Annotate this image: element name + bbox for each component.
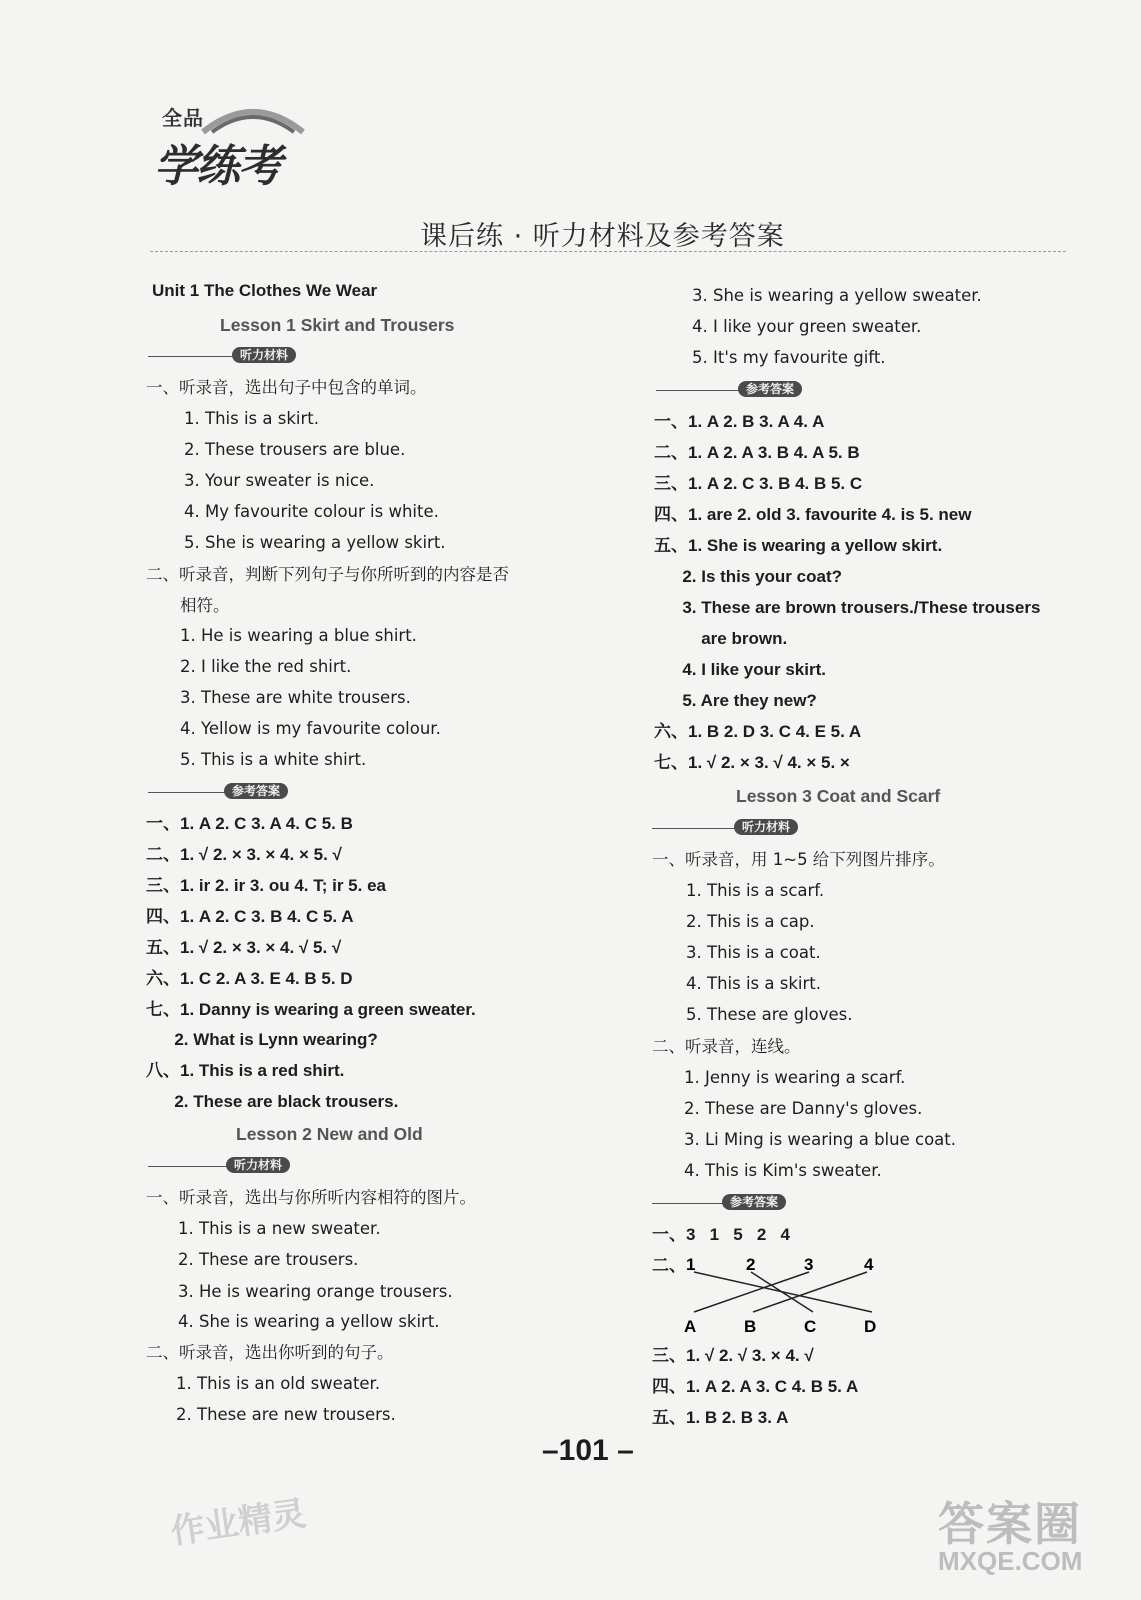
answer-line: 六、1. C 2. A 3. E 4. B 5. D xyxy=(146,969,353,988)
answer-line: 3. These are brown trousers./These trousers xyxy=(654,598,1041,617)
list-item: 4. She is wearing a yellow skirt. xyxy=(178,1312,440,1331)
unit-title: Unit 1 The Clothes We Wear xyxy=(152,281,378,300)
answer-line: 五、1. She is wearing a yellow skirt. xyxy=(654,536,943,555)
match-line xyxy=(694,1272,809,1312)
list-item: 5. It's my favourite gift. xyxy=(692,348,886,367)
list-item: 1. This is a new sweater. xyxy=(178,1219,381,1238)
match-line xyxy=(751,1272,813,1312)
answers-label: 参考答案 xyxy=(148,783,318,801)
matching-diagram xyxy=(676,1252,896,1340)
logo-top-text: 全品 xyxy=(162,106,204,130)
page-number: –101 – xyxy=(542,1434,634,1467)
answer-line: 七、1. √ 2. × 3. √ 4. × 5. × xyxy=(654,753,850,772)
match-bottom-a: A xyxy=(684,1317,697,1336)
list-item: 2. These are Danny's gloves. xyxy=(684,1099,923,1118)
list-item: 5. These are gloves. xyxy=(686,1005,853,1024)
list-item: 2. These are trousers. xyxy=(178,1250,359,1269)
answer-line: 二、1. A 2. A 3. B 4. A 5. B xyxy=(654,443,860,462)
answer-line: 一、1. A 2. C 3. A 4. C 5. B xyxy=(146,814,353,833)
list-item: 4. This is a skirt. xyxy=(686,974,821,993)
answer-line: 七、1. Danny is wearing a green sweater. xyxy=(146,1000,476,1019)
l1-question-1: 一、听录音，选出句子中包含的单词。 xyxy=(146,378,427,397)
lesson-1-title: Lesson 1 Skirt and Trousers xyxy=(220,315,455,335)
list-item: 2. These trousers are blue. xyxy=(184,440,406,459)
answer-line: 五、1. √ 2. × 3. × 4. √ 5. √ xyxy=(146,938,342,957)
answer-line: 六、1. B 2. D 3. C 4. E 5. A xyxy=(654,722,862,741)
answer-line: 四、1. A 2. A 3. C 4. B 5. A xyxy=(652,1377,859,1396)
answer-line: are brown. xyxy=(654,629,788,648)
list-item: 4. This is Kim's sweater. xyxy=(684,1161,882,1180)
list-item: 1. Jenny is wearing a scarf. xyxy=(684,1068,906,1087)
listening-label: 听力材料 xyxy=(148,1157,318,1175)
list-item: 3. This is a coat. xyxy=(686,943,821,962)
answer-prefix: 二、 xyxy=(652,1256,686,1275)
match-bottom-d: D xyxy=(864,1317,877,1336)
match-line xyxy=(753,1272,867,1312)
list-item: 3. Your sweater is nice. xyxy=(184,471,375,490)
answer-line: 一、1. A 2. B 3. A 4. A xyxy=(654,412,825,431)
logo-main-text: 学练考 xyxy=(154,141,280,192)
brand-logo xyxy=(150,96,310,192)
answer-line: 2. What is Lynn wearing? xyxy=(146,1030,378,1049)
list-item: 1. This is an old sweater. xyxy=(176,1374,381,1393)
l3-question-2: 二、听录音，连线。 xyxy=(652,1037,801,1056)
list-item: 2. I like the red shirt. xyxy=(180,657,352,676)
list-item: 1. This is a skirt. xyxy=(184,409,319,428)
answers-label: 参考答案 xyxy=(652,1194,822,1212)
l3-question-1: 一、听录音，用 1~5 给下列图片排序。 xyxy=(652,850,945,869)
match-top-4: 4 xyxy=(864,1255,874,1274)
answer-line: 2. These are black trousers. xyxy=(146,1092,399,1111)
l1-question-2: 二、听录音，判断下列句子与你所听到的内容是否 xyxy=(146,565,509,584)
answer-line: 三、1. A 2. C 3. B 4. B 5. C xyxy=(654,474,863,493)
l1-question-2-cont: 相符。 xyxy=(180,596,230,615)
watermark-left: 作业精灵 xyxy=(168,1493,309,1553)
list-item: 3. Li Ming is wearing a blue coat. xyxy=(684,1130,956,1149)
answers-label: 参考答案 xyxy=(656,381,826,399)
match-top-1: 1 xyxy=(686,1255,696,1274)
answer-line: 2. Is this your coat? xyxy=(654,567,842,586)
title-divider xyxy=(150,251,1066,252)
list-item: 2. This is a cap. xyxy=(686,912,815,931)
list-item: 5. This is a white shirt. xyxy=(180,750,367,769)
lesson-2-title: Lesson 2 New and Old xyxy=(236,1124,423,1144)
list-item: 3. He is wearing orange trousers. xyxy=(178,1282,453,1301)
list-item: 4. My favourite colour is white. xyxy=(184,502,439,521)
answer-line: 四、1. are 2. old 3. favourite 4. is 5. new xyxy=(654,505,972,524)
l2-question-1: 一、听录音，选出与你所听内容相符的图片。 xyxy=(146,1188,476,1207)
list-item: 1. This is a scarf. xyxy=(686,881,825,900)
l2-question-2: 二、听录音，选出你听到的句子。 xyxy=(146,1343,394,1362)
list-item: 3. She is wearing a yellow sweater. xyxy=(692,286,982,305)
list-item: 1. He is wearing a blue shirt. xyxy=(180,626,417,645)
match-bottom-b: B xyxy=(744,1317,757,1336)
list-item: 3. These are white trousers. xyxy=(180,688,411,707)
match-top-2: 2 xyxy=(746,1255,756,1274)
lesson-3-title: Lesson 3 Coat and Scarf xyxy=(736,786,941,806)
watermark-brand: 答案圈 MXQE.COM xyxy=(938,1497,1083,1576)
match-top-3: 3 xyxy=(804,1255,814,1274)
listening-label: 听力材料 xyxy=(148,347,318,365)
answer-line: 4. I like your skirt. xyxy=(654,660,826,679)
answer-line: 三、1. ir 2. ir 3. ou 4. T; ir 5. ea xyxy=(146,876,386,895)
answer-line: 三、1. √ 2. √ 3. × 4. √ xyxy=(652,1346,814,1365)
list-item: 2. These are new trousers. xyxy=(176,1405,396,1424)
list-item: 4. I like your green sweater. xyxy=(692,317,922,336)
list-item: 5. She is wearing a yellow skirt. xyxy=(184,533,446,552)
answer-line: 二、1. √ 2. × 3. × 4. × 5. √ xyxy=(146,845,342,864)
answer-line: 5. Are they new? xyxy=(654,691,817,710)
listening-label: 听力材料 xyxy=(652,819,822,837)
match-bottom-c: C xyxy=(804,1317,817,1336)
answer-line: 四、1. A 2. C 3. B 4. C 5. A xyxy=(146,907,354,926)
list-item: 4. Yellow is my favourite colour. xyxy=(180,719,441,738)
page-title: 课后练 · 听力材料及参考答案 xyxy=(420,221,785,252)
answer-line: 五、1. B 2. B 3. A xyxy=(652,1408,789,1427)
answer-line: 一、3 1 5 2 4 xyxy=(652,1225,790,1244)
answer-line: 八、1. This is a red shirt. xyxy=(146,1061,345,1080)
